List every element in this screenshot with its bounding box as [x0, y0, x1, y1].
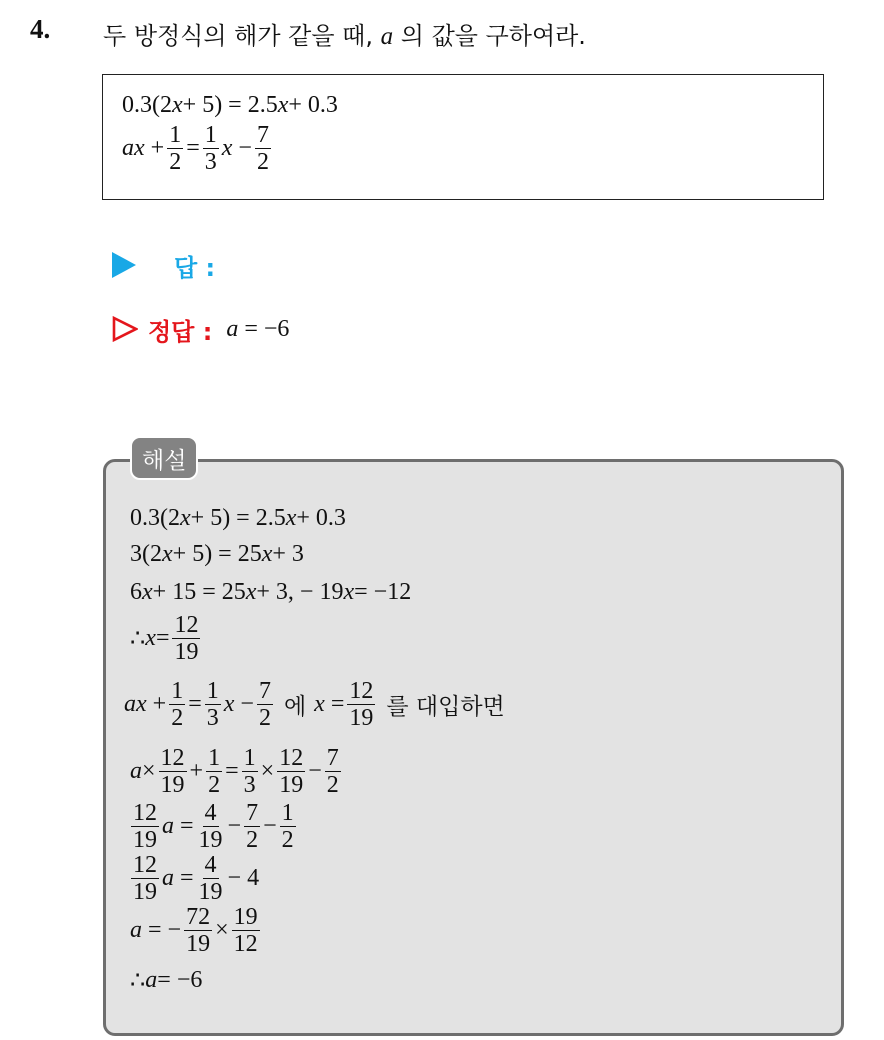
math-text: + 5) = 2.5 — [182, 92, 278, 118]
solution-line-1: 0.3(2 x + 5) = 2.5 x + 0.3 — [130, 505, 346, 531]
math-var: x — [134, 135, 145, 161]
answer-row — [112, 248, 215, 282]
solution-line-5: a x + $\frac{1}{2}$ = $\frac{1}{3}$ x − $\frac{7}{2}$ 에 x = $\frac{12}{19}$ 를 대입하면 — [124, 678, 505, 731]
math-op: = — [186, 135, 200, 161]
question-number: 4. — [30, 14, 51, 44]
question-variable: a — [380, 23, 394, 50]
question-text-after: 의 값을 구하여라. — [400, 22, 586, 50]
fraction: $\frac{1}{3}$ — [204, 122, 217, 175]
outline-triangle-icon — [112, 316, 138, 342]
question-text — [103, 16, 586, 51]
answer-label: 답 : — [174, 253, 216, 282]
given-equation-2 — [122, 122, 274, 175]
math-text: 0.3(2 — [122, 92, 172, 118]
fraction: $\frac{7}{2}$ — [256, 122, 269, 175]
math-var: x — [172, 92, 183, 118]
solution-line-7: $\frac{12}{19}$ a = $\frac{4}{19}$ − $\frac{7}{2}$ − $\frac{1}{2}$ — [133, 800, 294, 853]
correct-answer-label: 정답 : — [148, 317, 213, 346]
correct-answer-value: a = −6 — [226, 315, 290, 342]
math-text: + 0.3 — [288, 92, 338, 118]
fraction: $\frac{1}{2}$ — [169, 122, 182, 175]
question-text-before: 두 방정식의 해가 같을 때, — [103, 22, 373, 50]
math-op: + — [150, 135, 165, 161]
solution-line-2: 3(2 x + 5) = 25 x + 3 — [130, 541, 304, 567]
fraction: $\frac{12}{19}$ — [174, 612, 199, 665]
math-var: x — [277, 92, 289, 118]
solution-line-3: 6 x + 15 = 25 x + 3, − 19 x = −12 — [130, 579, 412, 605]
solution-line-4: ∴ x = $\frac{12}{19}$ — [130, 612, 199, 665]
play-triangle-icon — [112, 252, 136, 278]
solution-line-6: a × $\frac{12}{19}$ + $\frac{1}{2}$ = $\frac{1}{3}$ × $\frac{12}{19}$ − $\frac{7}{2}$ — [130, 745, 339, 798]
math-op: − — [238, 135, 252, 161]
solution-line-10: ∴ a = −6 — [130, 967, 203, 994]
given-equation-1 — [122, 92, 338, 119]
math-var: a — [122, 135, 134, 161]
solution-line-8: $\frac{12}{19}$ a = $\frac{4}{19}$ − 4 — [133, 852, 260, 905]
solution-tab: 해설 — [130, 436, 198, 480]
correct-answer-row — [112, 312, 289, 346]
math-var: x — [221, 135, 233, 161]
solution-line-9: a = − $\frac{72}{19}$ × $\frac{19}{12}$ — [130, 904, 258, 957]
